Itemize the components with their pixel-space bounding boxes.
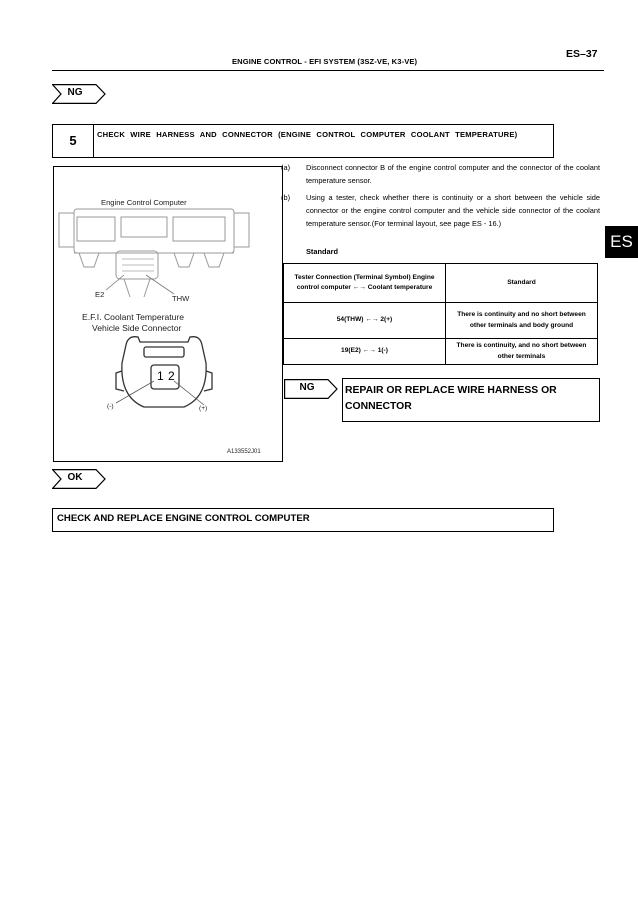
instruction-a-letter: (a) <box>281 163 291 172</box>
standard-label: Standard <box>306 247 339 256</box>
instruction-a-text: Disconnect connector B of the engine control computer and the connector of the coolant temperature sensor. <box>306 163 600 185</box>
plus-terminal-label: (+) <box>199 405 208 412</box>
e2-terminal-label: E2 <box>95 290 105 299</box>
connector-figure <box>53 166 283 462</box>
step-title: CHECK WIRE HARNESS AND CONNECTOR (ENGINE CONTROL COMPUTER COOLANT TEMPERATURE) <box>97 130 518 139</box>
table-cell: There is continuity and no short between other terminals and body ground <box>446 303 598 339</box>
ng-tag-result <box>284 379 338 399</box>
standard-table <box>283 263 598 365</box>
instruction-b-letter: (b) <box>281 193 291 202</box>
table-header-row <box>284 264 598 303</box>
figure-id: A133552J01 <box>227 449 261 455</box>
final-step-box <box>52 508 554 532</box>
table-cell: 54(THW) ←→ 2(+) <box>284 303 446 339</box>
page-header-title: ENGINE CONTROL - EFI SYSTEM (3SZ-VE, K3-VE) <box>232 57 418 66</box>
ok-tag-label: OK <box>67 472 83 483</box>
table-row <box>284 303 598 339</box>
ecu-label: Engine Control Computer <box>101 198 187 207</box>
sensor-label-line1: E.F.I. Coolant Temperature <box>82 312 185 322</box>
step-box <box>52 124 554 158</box>
instruction-b-text: Using a tester, check whether there is continuity or a short between the vehicle side connector or the engine control computer and the vehicle side connector of the coolant temperature sensor.(For terminal layout, see page ES - 16.) <box>306 193 600 228</box>
ok-tag <box>52 469 106 489</box>
ng-tag-top <box>52 84 106 104</box>
table-header-cell: Standard <box>446 264 598 303</box>
repair-action-box <box>342 378 600 422</box>
thw-terminal-label: THW <box>172 294 190 303</box>
pin-2-label: 2 <box>168 369 175 383</box>
final-step-text: CHECK AND REPLACE ENGINE CONTROL COMPUTER <box>57 513 310 524</box>
table-cell: There is continuity, and no short between other terminals <box>446 339 598 365</box>
repair-action-text: REPAIR OR REPLACE WIRE HARNESS OR CONNECTOR <box>345 385 557 412</box>
instructions <box>281 162 601 262</box>
table-header-cell: Tester Connection (Terminal Symbol) Engine control computer ←→ Coolant temperature <box>284 264 446 303</box>
table-row <box>284 339 598 365</box>
pin-1-label: 1 <box>157 369 164 383</box>
header-rule <box>52 70 604 71</box>
sensor-label-line2: Vehicle Side Connector <box>92 323 182 333</box>
section-tab: ES <box>605 226 638 258</box>
ng-tag-top-label: NG <box>67 87 83 98</box>
ng-tag-result-label: NG <box>299 382 315 393</box>
table-cell: 19(E2) ←→ 1(-) <box>284 339 446 365</box>
minus-terminal-label: (-) <box>107 403 114 410</box>
page-number: ES–37 <box>566 48 598 60</box>
step-number: 5 <box>53 125 94 157</box>
